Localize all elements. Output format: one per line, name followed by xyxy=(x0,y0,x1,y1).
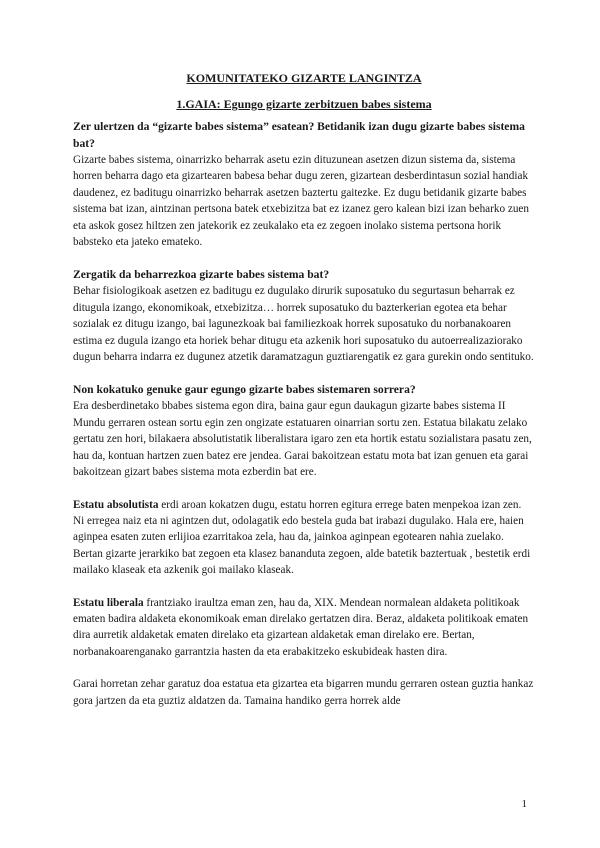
paragraph-lead-term: Estatu absolutista xyxy=(73,498,159,511)
document-page xyxy=(73,70,535,709)
paragraph-body: erdi aroan kokatzen dugu, estatu horren egitura errege baten menpekoa izan zen. Ni erregea naiz eta ni agintzen dut, odolagatik edo bestela guda bat irabazi dugulako. Hala ere, haien aginpea esaten zuten erlijioa ezarritakoa zela, hau da, jainkoa aginpean egotearen nahia zuelako. Bertan gizarte jerarkiko bat zegoen eta klasez bananduta zegoen, alde batetik baztertuak , bestetik erdi mailako klaseak eta azkenik goi mailako klaseak. xyxy=(73,498,531,577)
chapter-title: 1.GAIA: Egungo gizarte zerbitzuen babes sistema xyxy=(176,97,432,111)
section-paragraph xyxy=(73,497,535,579)
section-paragraph: Era desberdinetako bbabes sistema egon dira, baina gaur egun daukagun gizarte babes sistema II Mundu gerraren ostean sortu egin zen ongizate estatuaren oinarrian sortu zen. Estatua bilakatu zelako gertatu zen hori, bilakaera absolutistatik liberalistara igaro zen eta hortik estatu sozialistara pasatu zen, hau da, kontuan hartzen zuen batez ere jendea. Garai bakoitzean estatu mota bat izan genuen eta garai bakoitzean gizart babes sistema mota ezberdin bat ere. xyxy=(73,400,532,479)
paragraph-lead-term: Estatu liberala xyxy=(73,596,144,609)
paragraph-body: frantziako iraultza eman zen, hau da, XIX. Mendean normalean aldaketa politikoak ematen badira aldaketa ekonomikoak eman direlako gertatzen dira. Beraz, aldaketa politikoak ematen dira aurretik aldaketak ematen direlako eta gizartean aldaketak eman direlako ere. Bertan, norbanakoarenganako garrantzia hasten da eta erabakitzeko eskubideak hasten dira. xyxy=(73,596,529,658)
section-question: Non kokatuko genuke gaur egungo gizarte babes sistemaren sorrera? xyxy=(73,383,416,397)
section-paragraph: Behar fisiologikoak asetzen ez baditugu ez dugulako dirurik suposatuko du segurtasun beharrak ez ditugula izango, ekonomikoak, etxebizitza… horrek suposatuko du bazterkerian egotea eta behar sozialak ez ditugu izango, bai lagunezkoak bai familiezkoak horrek suposatuko du norbanakoaren estima ez dugula izango eta horiek behar ditugu eta azkenik hori suposatuko du autoerrealizaziorako dugun beharra indarra ez dugunez atzetik daramatzagun guztiarengatik ez gara gurekin ondo sentituko. xyxy=(73,285,534,364)
section-question: Zergatik da beharrezkoa gizarte babes sistema bat? xyxy=(73,268,330,282)
section-paragraph: Garai horretan zehar garatuz doa estatua eta gizartea eta bigarren mundu gerraren ostean guztia hankaz gora jartzen da eta guztiz aldatzen da. Tamaina handiko gerra horrek alde xyxy=(73,678,534,707)
section-question: Zer ulertzen da “gizarte babes sistema” esatean? Betidanik izan dugu gizarte babes sistema bat? xyxy=(73,120,525,150)
document-title: KOMUNITATEKO GIZARTE LANGINTZA xyxy=(186,71,422,85)
section-paragraph xyxy=(73,595,535,661)
section-paragraph: Gizarte babes sistema, oinarrizko beharrak asetu ezin dituzunean asetzen dizun sistema da, sistema horren beharra dago eta gizartearen babesa behar dugu zeren, gizartean desberdintasun sozial handiak daudenez, ez baditugu oinarrizko beharrak asetzen baztertu gaitezke. Ez dugu betidanik gizarte babes sistema bat izan, aintzinan pertsona batek etxebizitza bat ez izanez gero kalean bizi izan beharko zuen eta askok gosez hiltzen zen jatekorik ez zeukalako eta ez zegoen inolako sistema pertsona horik babsteko eta jateko emateko. xyxy=(73,154,529,249)
page-number: 1 xyxy=(521,798,527,810)
